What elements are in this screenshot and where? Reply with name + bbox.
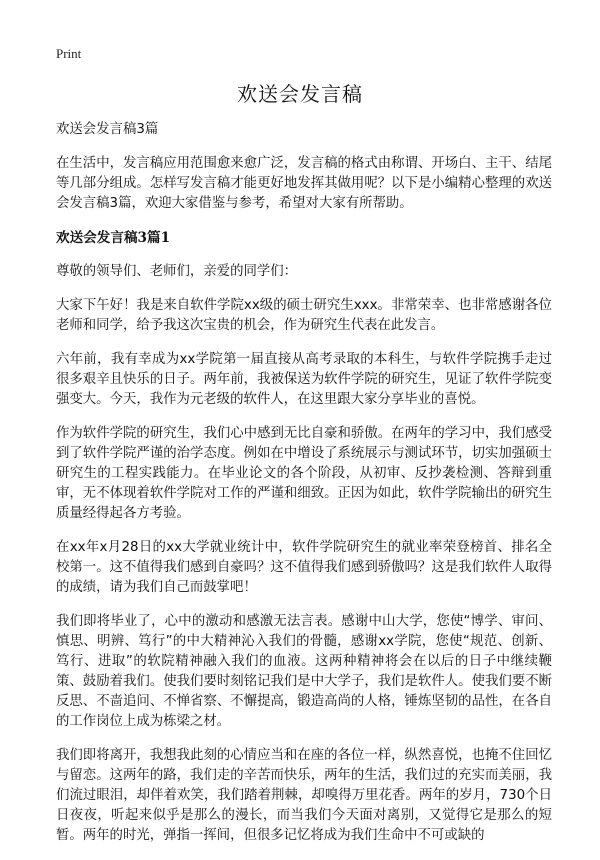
document-body (56, 120, 552, 860)
body-paragraph: 在xx年x月28日的xx大学就业统计中，软件学院研究生的就业率荣登榜首、排名全校第一。这不值得我们感到自豪吗？这不值得我们感到骄傲吗？这是我们软件人取得的成绩，请为我们自己而鼓掌吧！ (56, 540, 552, 595)
section-heading: 欢送会发言稿3篇1 (56, 230, 171, 246)
body-paragraph: 我们即将毕业了，心中的激动和感激无法言表。感谢中山大学，您使“博学、审问、慎思、明辨、笃行”的中大精神沁入我们的骨髓，感谢xx学院，您使“规范、创新、笃行、进取”的软院精神融入我们的血液。这两种精神将会在以后的日子中继续鞭策、鼓励着我们。使我们要时刻铭记我们是中大学子，我们是软件人。使我们要不断反思、不啬追问、不惮省察、不懈提高，锻造高尚的人格，锤炼坚韧的品性，在各自的工作岗位上成为栋梁之材。 (56, 614, 552, 729)
print-link[interactable]: Print (56, 46, 82, 61)
salutation-paragraph: 尊敬的领导们、老师们，亲爱的同学们： (56, 264, 298, 279)
intro-paragraph: 在生活中，发言稿应用范围愈来愈广泛，发言稿的格式由称谓、开场白、主干、结尾等几部分组成。怎样写发言稿才能更好地发挥其做用呢？以下是小编精心整理的欢送会发言稿3篇，欢迎大家借鉴与参考，希望对大家有所帮助。 (56, 156, 552, 211)
body-paragraph: 六年前，我有幸成为xx学院第一届直接从高考录取的本科生，与软件学院携手走过很多艰辛且快乐的日子。两年前，我被保送为软件学院的研究生，见证了软件学院变强变大。今天，我作为元老级的软件人，在这里跟大家分享毕业的喜悦。 (56, 352, 552, 407)
body-paragraph: 作为软件学院的研究生，我们心中感到无比自豪和骄傲。在两年的学习中，我们感受到了软件学院严谨的治学态度。例如在中增设了系统展示与测试环节，切实加强硕士研究生的工程实践能力。在毕业论文的各个阶段，从初审、反抄袭检测、答辩到重审，无不体现着软件学院对工作的严谨和细致。正因为如此，软件学院输出的研究生质量经得起各方考验。 (56, 426, 552, 521)
body-paragraph: 我们即将离开，我想我此刻的心情应当和在座的各位一样，纵然喜悦，也掩不住回忆与留恋。这两年的路，我们走的辛苦而快乐，两年的生活，我们过的充实而美丽，我们流过眼泪，却伴着欢笑，我们踏着荆棘，却嗅得万里花香。两年的岁月，730个日日夜夜，听起来似乎是那么的漫长，而当我们今天面对离别，又觉得它是那么的短暂。两年的时光，弹指一挥间，但很多记忆将成为我们生命中不可或缺的 (56, 748, 552, 843)
page-title: 欢送会发言稿 (237, 82, 363, 106)
body-paragraph: 大家下午好！我是来自软件学院xx级的硕士研究生xxx。非常荣幸、也非常感谢各位老师和同学，给予我这次宝贵的机会，作为研究生代表在此发言。 (56, 298, 552, 333)
document-subtitle: 欢送会发言稿3篇 (56, 122, 159, 137)
